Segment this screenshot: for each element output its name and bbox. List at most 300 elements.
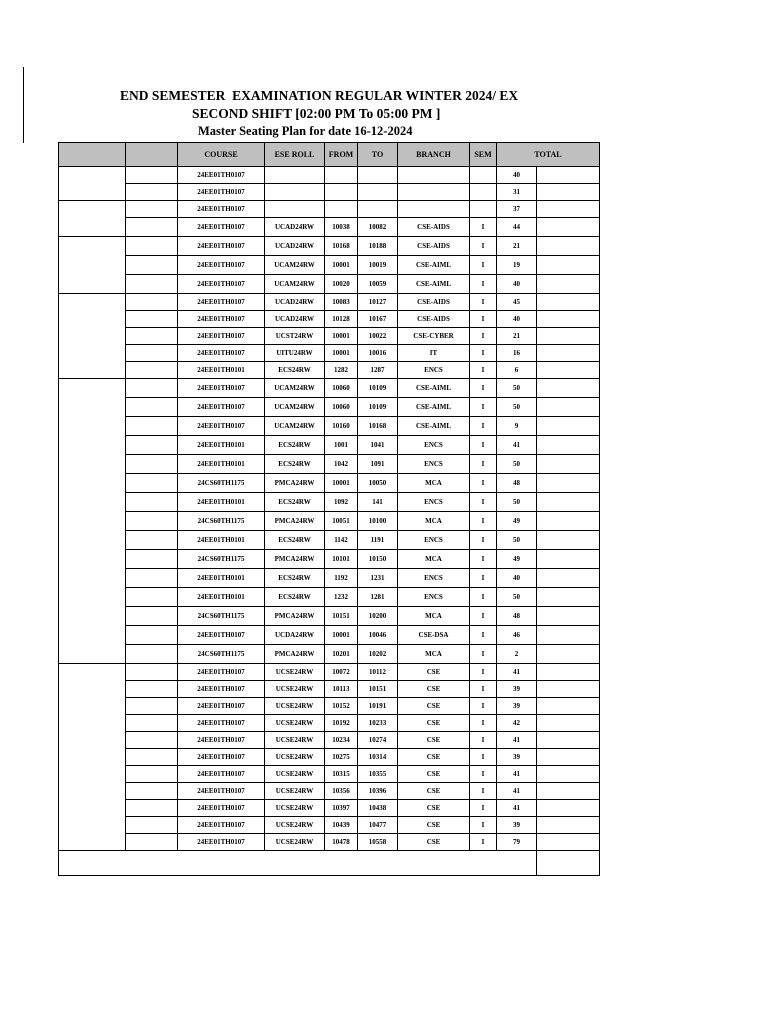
table-row <box>59 749 600 766</box>
cell-total: 41 <box>497 664 537 681</box>
room-cell <box>59 167 126 201</box>
cell-sem: I <box>470 749 497 766</box>
cell-course: 24EE01TH0107 <box>178 834 265 851</box>
cell-from <box>325 184 358 201</box>
cell-sem: I <box>470 436 497 455</box>
cell-roll: ECS24RW <box>265 455 325 474</box>
cell-roll: UCAM24RW <box>265 275 325 294</box>
cell-branch: MCA <box>398 474 470 493</box>
row-blank-cell <box>126 493 178 512</box>
cell-sem: I <box>470 311 497 328</box>
cell-course: 24CS60TH1175 <box>178 607 265 626</box>
cell-total: 40 <box>497 311 537 328</box>
cell-sem: I <box>470 588 497 607</box>
table-row <box>59 531 600 550</box>
cell-sem: I <box>470 698 497 715</box>
cell-to: 10438 <box>358 800 398 817</box>
cell-roll: UCAM24RW <box>265 379 325 398</box>
cell-sem: I <box>470 800 497 817</box>
cell-to: 10202 <box>358 645 398 664</box>
shift-title: SECOND SHIFT [02:00 PM To 05:00 PM ] <box>192 106 441 121</box>
cell-course: 24CS60TH1175 <box>178 512 265 531</box>
table-row <box>59 311 600 328</box>
cell-course: 24EE01TH0107 <box>178 294 265 311</box>
table-row <box>59 237 600 256</box>
row-extra-cell <box>537 550 600 569</box>
cell-to <box>358 167 398 184</box>
row-extra-cell <box>537 237 600 256</box>
table-row <box>59 362 600 379</box>
cell-to: 10167 <box>358 311 398 328</box>
cell-to: 1281 <box>358 588 398 607</box>
cell-total: 41 <box>497 766 537 783</box>
cell-roll: UCSE24RW <box>265 834 325 851</box>
row-extra-cell <box>537 512 600 531</box>
table-row <box>59 455 600 474</box>
cell-to: 10046 <box>358 626 398 645</box>
row-extra-cell <box>537 732 600 749</box>
row-blank-cell <box>126 218 178 237</box>
row-blank-cell <box>126 328 178 345</box>
row-blank-cell <box>126 474 178 493</box>
cell-sem <box>470 167 497 184</box>
cell-course: 24EE01TH0107 <box>178 275 265 294</box>
cell-roll: UCSE24RW <box>265 715 325 732</box>
table-row <box>59 345 600 362</box>
cell-course: 24EE01TH0107 <box>178 379 265 398</box>
cell-total: 50 <box>497 398 537 417</box>
room-cell <box>59 664 126 851</box>
row-blank-cell <box>126 588 178 607</box>
cell-sem: I <box>470 379 497 398</box>
cell-sem: I <box>470 218 497 237</box>
cell-roll: UCAM24RW <box>265 417 325 436</box>
cell-from: 10001 <box>325 256 358 275</box>
row-extra-cell <box>537 294 600 311</box>
cell-branch: ENCS <box>398 362 470 379</box>
cell-roll: UCAD24RW <box>265 218 325 237</box>
table-row <box>59 800 600 817</box>
cell-branch: CSE <box>398 783 470 800</box>
cell-to: 10274 <box>358 732 398 749</box>
cell-course: 24EE01TH0107 <box>178 256 265 275</box>
cell-branch: CSE <box>398 698 470 715</box>
cell-course: 24EE01TH0107 <box>178 417 265 436</box>
row-extra-cell <box>537 569 600 588</box>
cell-from: 10356 <box>325 783 358 800</box>
cell-total: 40 <box>497 167 537 184</box>
cell-sem: I <box>470 275 497 294</box>
cell-from: 10168 <box>325 237 358 256</box>
cell-course: 24EE01TH0107 <box>178 783 265 800</box>
cell-sem: I <box>470 645 497 664</box>
cell-branch: ENCS <box>398 531 470 550</box>
cell-to: 10112 <box>358 664 398 681</box>
cell-course: 24EE01TH0107 <box>178 328 265 345</box>
cell-sem: I <box>470 783 497 800</box>
cell-sem: I <box>470 550 497 569</box>
row-extra-cell <box>537 588 600 607</box>
table-header-row <box>59 143 600 167</box>
cell-total: 48 <box>497 474 537 493</box>
header-total: TOTAL <box>497 143 600 167</box>
cell-course: 24EE01TH0107 <box>178 201 265 218</box>
plan-title: Master Seating Plan for date 16-12-2024 <box>198 124 413 138</box>
cell-branch: CSE <box>398 800 470 817</box>
cell-sem: I <box>470 766 497 783</box>
table-row <box>59 184 600 201</box>
cell-sem: I <box>470 531 497 550</box>
cell-to: 1191 <box>358 531 398 550</box>
table-row <box>59 569 600 588</box>
cell-branch: ENCS <box>398 493 470 512</box>
row-extra-cell <box>537 681 600 698</box>
cell-branch: CSE <box>398 834 470 851</box>
cell-roll: PMCA24RW <box>265 607 325 626</box>
cell-to: 10396 <box>358 783 398 800</box>
table-row <box>59 626 600 645</box>
cell-roll: ECS24RW <box>265 362 325 379</box>
table-row <box>59 698 600 715</box>
cell-branch: CSE-AIDS <box>398 218 470 237</box>
row-extra-cell <box>537 275 600 294</box>
cell-to: 10016 <box>358 345 398 362</box>
cell-roll: UCSE24RW <box>265 766 325 783</box>
cell-roll: PMCA24RW <box>265 550 325 569</box>
cell-branch: CSE-AIML <box>398 379 470 398</box>
cell-course: 24EE01TH0101 <box>178 436 265 455</box>
cell-total: 21 <box>497 237 537 256</box>
cell-roll: UCDA24RW <box>265 626 325 645</box>
cell-sem: I <box>470 664 497 681</box>
header-branch: BRANCH <box>398 143 470 167</box>
row-extra-cell <box>537 800 600 817</box>
row-blank-cell <box>126 766 178 783</box>
row-extra-cell <box>537 417 600 436</box>
room-cell <box>59 201 126 237</box>
row-extra-cell <box>537 436 600 455</box>
cell-to: 10019 <box>358 256 398 275</box>
cell-branch: ENCS <box>398 569 470 588</box>
table-row <box>59 512 600 531</box>
cell-total: 9 <box>497 417 537 436</box>
cell-from: 10060 <box>325 379 358 398</box>
cell-total: 37 <box>497 201 537 218</box>
cell-to: 1287 <box>358 362 398 379</box>
cell-course: 24EE01TH0107 <box>178 237 265 256</box>
cell-total: 16 <box>497 345 537 362</box>
row-blank-cell <box>126 294 178 311</box>
cell-to: 10355 <box>358 766 398 783</box>
row-blank-cell <box>126 167 178 184</box>
table-row <box>59 379 600 398</box>
footer-cell <box>59 851 537 876</box>
cell-roll: UCSE24RW <box>265 664 325 681</box>
header-sem: SEM <box>470 143 497 167</box>
exam-title: END SEMESTER EXAMINATION REGULAR WINTER 2024/ EX <box>120 88 519 103</box>
row-blank-cell <box>126 455 178 474</box>
cell-to: 10059 <box>358 275 398 294</box>
cell-sem: I <box>470 626 497 645</box>
cell-from: 10234 <box>325 732 358 749</box>
cell-sem: I <box>470 455 497 474</box>
cell-sem: I <box>470 474 497 493</box>
cell-course: 24CS60TH1175 <box>178 474 265 493</box>
cell-from: 10001 <box>325 626 358 645</box>
cell-roll: UCST24RW <box>265 328 325 345</box>
cell-total: 49 <box>497 550 537 569</box>
row-extra-cell <box>537 766 600 783</box>
cell-from: 10152 <box>325 698 358 715</box>
cell-course: 24EE01TH0101 <box>178 588 265 607</box>
header-from: FROM <box>325 143 358 167</box>
cell-roll: UCAD24RW <box>265 237 325 256</box>
cell-course: 24EE01TH0107 <box>178 664 265 681</box>
header-blank-1 <box>59 143 126 167</box>
cell-course: 24EE01TH0107 <box>178 749 265 766</box>
cell-total: 40 <box>497 569 537 588</box>
cell-roll: UCSE24RW <box>265 817 325 834</box>
row-blank-cell <box>126 398 178 417</box>
cell-from: 10083 <box>325 294 358 311</box>
cell-total: 50 <box>497 455 537 474</box>
cell-roll: UCAD24RW <box>265 294 325 311</box>
cell-total: 40 <box>497 275 537 294</box>
row-blank-cell <box>126 275 178 294</box>
cell-from: 10192 <box>325 715 358 732</box>
table-row <box>59 493 600 512</box>
cell-from: 1192 <box>325 569 358 588</box>
room-cell <box>59 237 126 294</box>
cell-total: 50 <box>497 379 537 398</box>
cell-from: 10439 <box>325 817 358 834</box>
table-row <box>59 218 600 237</box>
row-blank-cell <box>126 550 178 569</box>
row-blank-cell <box>126 311 178 328</box>
cell-to: 1041 <box>358 436 398 455</box>
cell-total: 21 <box>497 328 537 345</box>
cell-to: 10477 <box>358 817 398 834</box>
cell-total: 41 <box>497 732 537 749</box>
cell-branch: CSE-AIML <box>398 417 470 436</box>
table-row <box>59 607 600 626</box>
cell-branch: CSE <box>398 715 470 732</box>
cell-roll: PMCA24RW <box>265 512 325 531</box>
cell-branch: ENCS <box>398 588 470 607</box>
cell-to: 10082 <box>358 218 398 237</box>
cell-from: 10113 <box>325 681 358 698</box>
cell-course: 24EE01TH0107 <box>178 345 265 362</box>
row-blank-cell <box>126 379 178 398</box>
cell-total: 48 <box>497 607 537 626</box>
row-extra-cell <box>537 817 600 834</box>
cell-total: 41 <box>497 800 537 817</box>
cell-course: 24EE01TH0101 <box>178 493 265 512</box>
row-blank-cell <box>126 783 178 800</box>
cell-branch: CSE-AIML <box>398 398 470 417</box>
cell-total: 46 <box>497 626 537 645</box>
cell-to: 10200 <box>358 607 398 626</box>
footer-extra-cell <box>537 851 600 876</box>
cell-branch <box>398 201 470 218</box>
cell-branch: CSE-DSA <box>398 626 470 645</box>
cell-to: 141 <box>358 493 398 512</box>
cell-roll: UCSE24RW <box>265 681 325 698</box>
cell-total: 6 <box>497 362 537 379</box>
header-ese-roll: ESE ROLL <box>265 143 325 167</box>
table-row <box>59 550 600 569</box>
cell-branch: MCA <box>398 645 470 664</box>
cell-to: 10188 <box>358 237 398 256</box>
row-extra-cell <box>537 698 600 715</box>
cell-sem: I <box>470 681 497 698</box>
row-extra-cell <box>537 834 600 851</box>
cell-roll: ECS24RW <box>265 493 325 512</box>
cell-total: 50 <box>497 588 537 607</box>
cell-course: 24EE01TH0107 <box>178 398 265 417</box>
row-extra-cell <box>537 379 600 398</box>
cell-roll: ECS24RW <box>265 531 325 550</box>
row-extra-cell <box>537 328 600 345</box>
header-course: COURSE <box>178 143 265 167</box>
cell-branch <box>398 167 470 184</box>
row-blank-cell <box>126 417 178 436</box>
header-to: TO <box>358 143 398 167</box>
cell-from: 10060 <box>325 398 358 417</box>
cell-course: 24CS60TH1175 <box>178 550 265 569</box>
cell-sem: I <box>470 569 497 588</box>
table-row <box>59 294 600 311</box>
cell-branch: IT <box>398 345 470 362</box>
cell-from: 10101 <box>325 550 358 569</box>
cell-from: 1042 <box>325 455 358 474</box>
cell-branch: CSE <box>398 749 470 766</box>
cell-to: 10100 <box>358 512 398 531</box>
table-row <box>59 328 600 345</box>
cell-sem: I <box>470 732 497 749</box>
row-blank-cell <box>126 698 178 715</box>
cell-roll: UCSE24RW <box>265 800 325 817</box>
cell-total: 50 <box>497 493 537 512</box>
cell-course: 24EE01TH0101 <box>178 569 265 588</box>
cell-branch: ENCS <box>398 455 470 474</box>
cell-total: 41 <box>497 436 537 455</box>
table-row <box>59 732 600 749</box>
cell-course: 24EE01TH0107 <box>178 817 265 834</box>
table-row <box>59 588 600 607</box>
table-row <box>59 817 600 834</box>
cell-branch: CSE-AIDS <box>398 294 470 311</box>
table-row <box>59 275 600 294</box>
cell-from: 10151 <box>325 607 358 626</box>
cell-total: 42 <box>497 715 537 732</box>
cell-total: 2 <box>497 645 537 664</box>
cell-course: 24EE01TH0107 <box>178 715 265 732</box>
cell-branch: MCA <box>398 512 470 531</box>
cell-roll: UCSE24RW <box>265 749 325 766</box>
cell-sem <box>470 184 497 201</box>
table-row <box>59 398 600 417</box>
table-row <box>59 783 600 800</box>
cell-branch: CSE-AIDS <box>398 237 470 256</box>
cell-sem <box>470 201 497 218</box>
cell-roll: UCAD24RW <box>265 311 325 328</box>
cell-from <box>325 201 358 218</box>
room-cell <box>59 294 126 379</box>
table-footer-row <box>59 851 600 876</box>
table-row <box>59 681 600 698</box>
cell-to: 10050 <box>358 474 398 493</box>
cell-roll: UCSE24RW <box>265 732 325 749</box>
cell-branch: CSE <box>398 681 470 698</box>
cell-sem: I <box>470 493 497 512</box>
row-extra-cell <box>537 184 600 201</box>
cell-branch: MCA <box>398 607 470 626</box>
cell-sem: I <box>470 345 497 362</box>
cell-to: 10150 <box>358 550 398 569</box>
cell-sem: I <box>470 398 497 417</box>
cell-from: 10478 <box>325 834 358 851</box>
row-blank-cell <box>126 817 178 834</box>
table-row <box>59 436 600 455</box>
row-extra-cell <box>537 218 600 237</box>
seating-plan-table <box>58 142 600 876</box>
cell-branch: CSE <box>398 766 470 783</box>
cell-from: 1282 <box>325 362 358 379</box>
row-extra-cell <box>537 607 600 626</box>
row-extra-cell <box>537 256 600 275</box>
cell-branch: MCA <box>398 550 470 569</box>
table-row <box>59 715 600 732</box>
cell-course: 24EE01TH0107 <box>178 681 265 698</box>
cell-course: 24EE01TH0107 <box>178 800 265 817</box>
cell-total: 45 <box>497 294 537 311</box>
cell-course: 24EE01TH0107 <box>178 732 265 749</box>
cell-branch: CSE <box>398 664 470 681</box>
row-extra-cell <box>537 362 600 379</box>
cell-from: 10038 <box>325 218 358 237</box>
cell-sem: I <box>470 294 497 311</box>
cell-total: 19 <box>497 256 537 275</box>
row-extra-cell <box>537 783 600 800</box>
cell-from: 10001 <box>325 345 358 362</box>
cell-sem: I <box>470 237 497 256</box>
table-row <box>59 167 600 184</box>
cell-to: 10109 <box>358 379 398 398</box>
cell-to <box>358 184 398 201</box>
row-blank-cell <box>126 362 178 379</box>
cell-from: 10397 <box>325 800 358 817</box>
row-extra-cell <box>537 626 600 645</box>
row-blank-cell <box>126 531 178 550</box>
table-row <box>59 474 600 493</box>
row-extra-cell <box>537 493 600 512</box>
cell-sem: I <box>470 817 497 834</box>
cell-sem: I <box>470 607 497 626</box>
row-extra-cell <box>537 531 600 550</box>
row-extra-cell <box>537 664 600 681</box>
cell-from: 1001 <box>325 436 358 455</box>
cell-sem: I <box>470 715 497 732</box>
row-extra-cell <box>537 455 600 474</box>
cell-from <box>325 167 358 184</box>
cell-roll: UCAM24RW <box>265 398 325 417</box>
cell-total: 50 <box>497 531 537 550</box>
table-row <box>59 417 600 436</box>
cell-total: 31 <box>497 184 537 201</box>
cell-course: 24EE01TH0101 <box>178 455 265 474</box>
row-blank-cell <box>126 256 178 275</box>
